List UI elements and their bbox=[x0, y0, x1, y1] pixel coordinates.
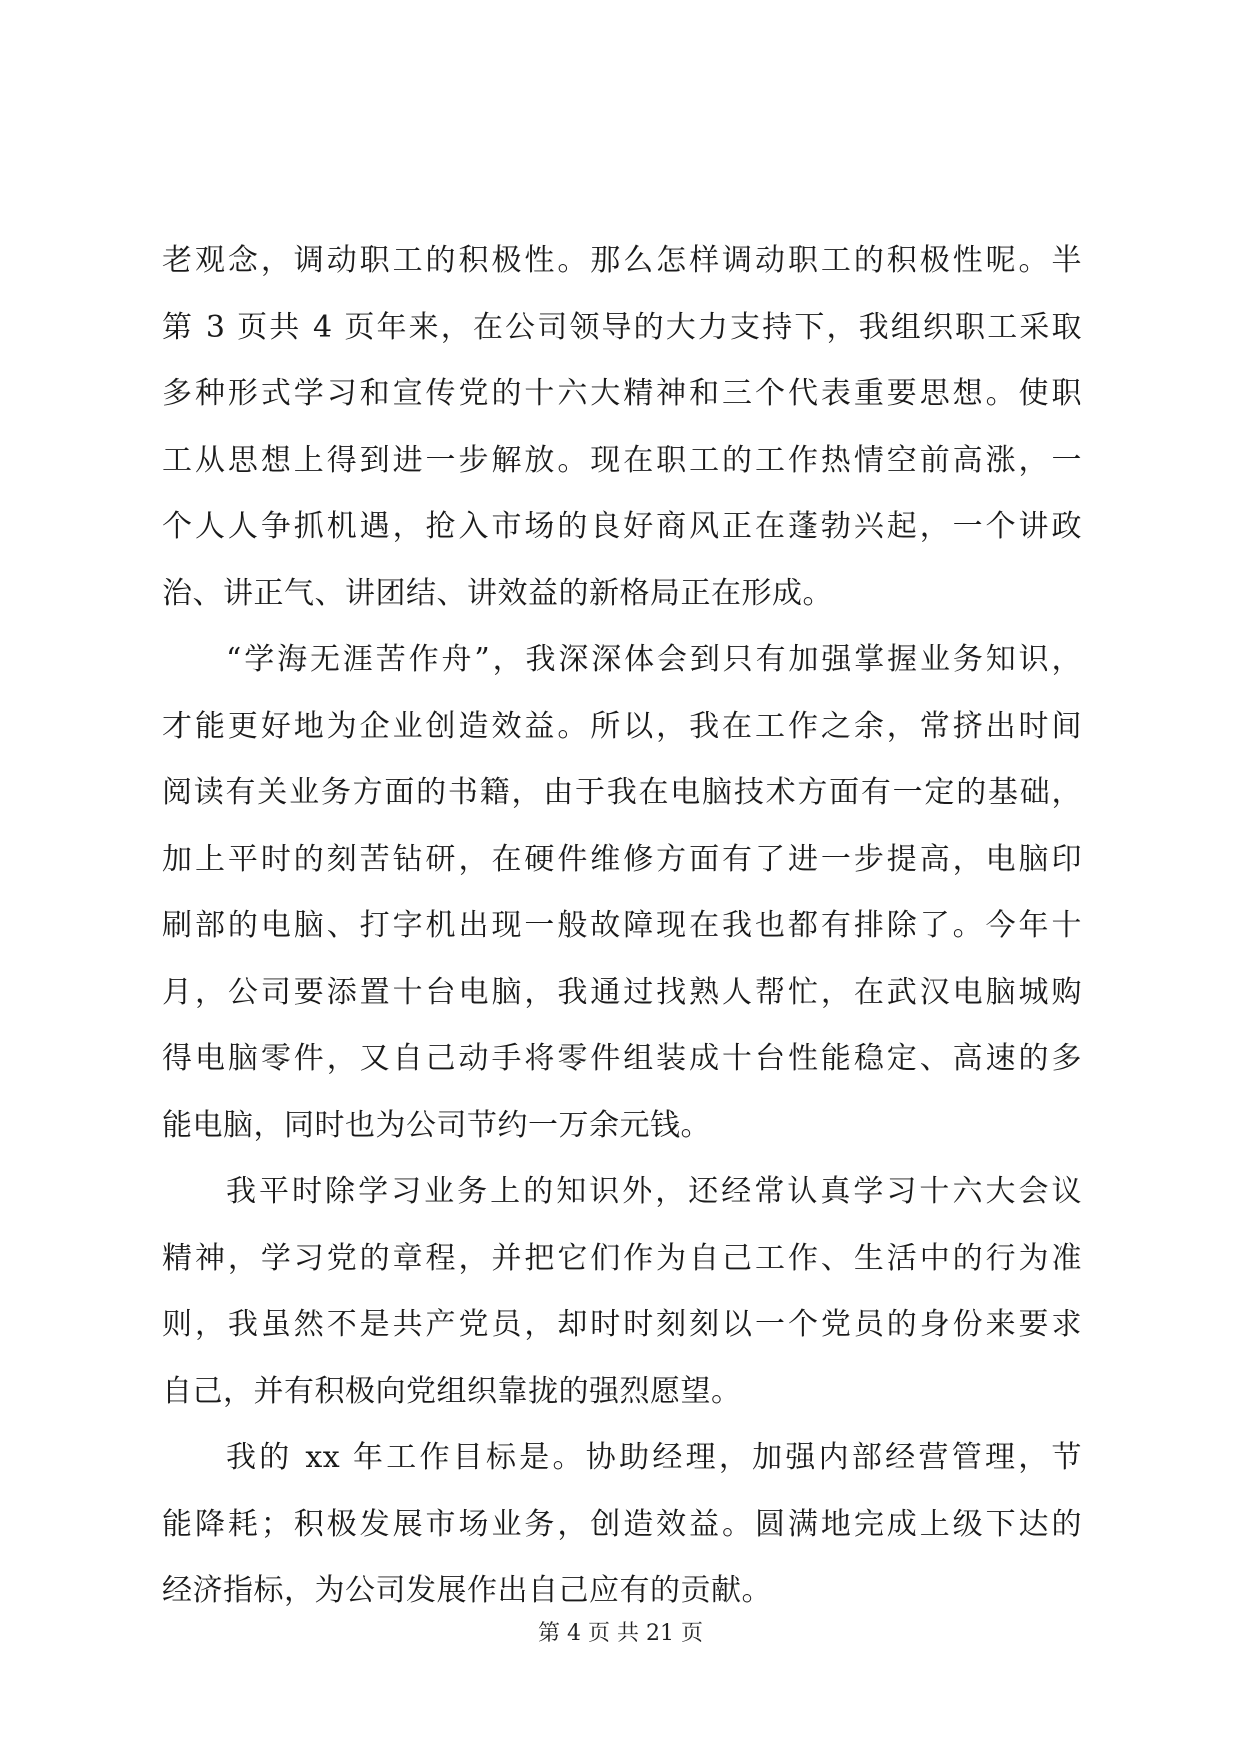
text-line: 阅读有关业务方面的书籍，由于我在电脑技术方面有一定的基础， bbox=[162, 775, 1082, 810]
paragraph-4 bbox=[162, 1425, 1082, 1625]
text-line: 能电脑，同时也为公司节约一万余元钱。 bbox=[162, 1107, 711, 1143]
text-line: 能降耗；积极发展市场业务，创造效益。圆满地完成上级下达的 bbox=[162, 1506, 1082, 1542]
text-line: 则，我虽然不是共产党员，却时时刻刻以一个党员的身份来要求 bbox=[162, 1307, 1082, 1342]
document-body bbox=[162, 228, 1082, 1625]
text-line: 加上平时的刻苦钻研，在硬件维修方面有了进一步提高，电脑印 bbox=[162, 841, 1082, 877]
text-line: 老观念，调动职工的积极性。那么怎样调动职工的积极性呢。半 bbox=[162, 243, 1082, 278]
page-footer: 第 4 页 共 21 页 bbox=[538, 1621, 703, 1646]
text-line: 我的 xx 年工作目标是。协助经理，加强内部经营管理，节 bbox=[226, 1440, 1082, 1475]
text-line: 月，公司要添置十台电脑，我通过找熟人帮忙，在武汉电脑城购 bbox=[162, 974, 1082, 1010]
text-line: 刷部的电脑、打字机出现一般故障现在我也都有排除了。今年十 bbox=[162, 908, 1082, 943]
text-line: 自己，并有积极向党组织靠拢的强烈愿望。 bbox=[162, 1373, 742, 1409]
text-line: 治、讲正气、讲团结、讲效益的新格局正在形成。 bbox=[162, 575, 833, 611]
paragraph-2 bbox=[162, 627, 1082, 1159]
text-line: 得电脑零件，又自己动手将零件组装成十台性能稳定、高速的多 bbox=[162, 1041, 1082, 1076]
text-line: 第 3 页共 4 页年来，在公司领导的大力支持下，我组织职工采取 bbox=[162, 309, 1082, 345]
text-line: 多种形式学习和宣传党的十六大精神和三个代表重要思想。使职 bbox=[162, 376, 1082, 411]
text-line: 精神，学习党的章程，并把它们作为自己工作、生活中的行为准 bbox=[162, 1240, 1082, 1276]
text-line: 工从思想上得到进一步解放。现在职工的工作热情空前高涨，一 bbox=[162, 442, 1082, 478]
text-line: 我平时除学习业务上的知识外，还经常认真学习十六大会议 bbox=[226, 1174, 1082, 1209]
paragraph-3 bbox=[162, 1159, 1082, 1425]
text-line: 个人人争抓机遇，抢入市场的良好商风正在蓬勃兴起，一个讲政 bbox=[162, 509, 1082, 544]
paragraph-1 bbox=[162, 228, 1082, 627]
text-line: 经济指标，为公司发展作出自己应有的贡献。 bbox=[162, 1573, 772, 1608]
text-line: 才能更好地为企业创造效益。所以，我在工作之余，常挤出时间 bbox=[162, 708, 1082, 744]
text-line: “学海无涯苦作舟”，我深深体会到只有加强掌握业务知识， bbox=[226, 642, 1082, 677]
